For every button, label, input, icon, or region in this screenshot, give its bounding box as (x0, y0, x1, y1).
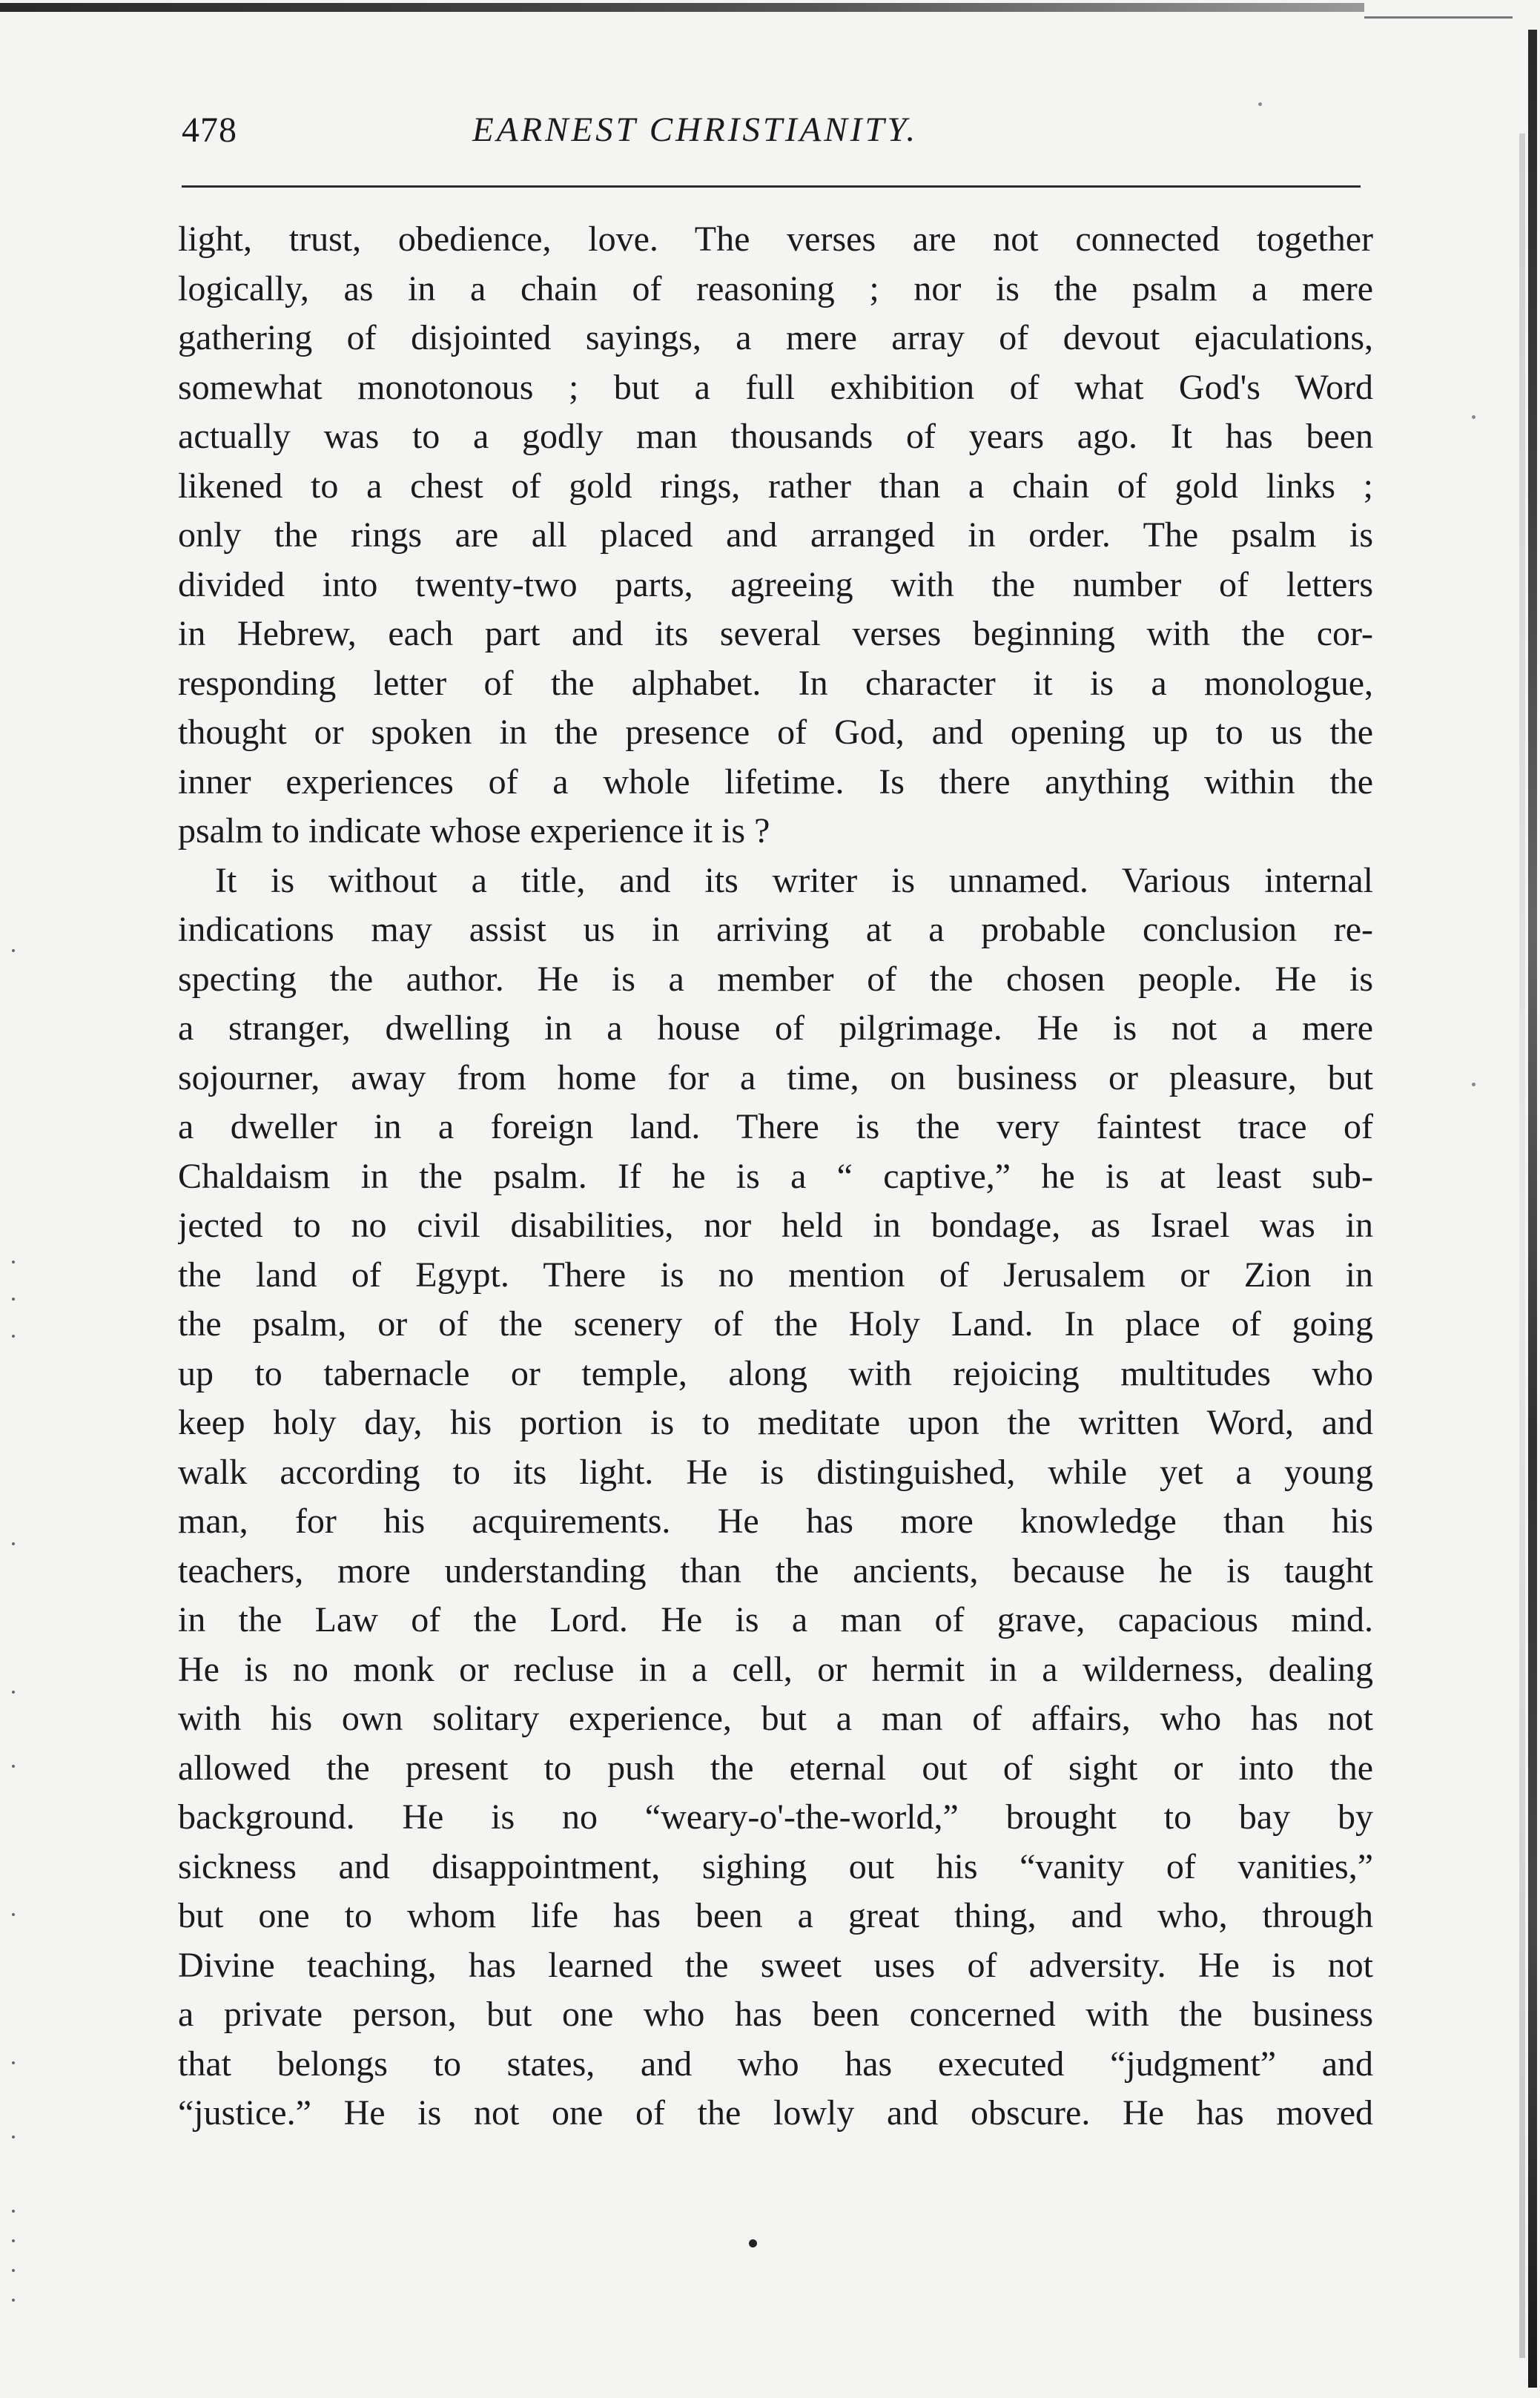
text-line: inner experiences of a whole lifetime. Is there anything within the (178, 762, 1373, 802)
text-line: jected to no civil disabilities, nor held in bondage, as Israel was in (178, 1206, 1373, 1245)
text-line: somewhat monotonous ; but a full exhibition of what God's Word (178, 367, 1373, 407)
text-line: He is no monk or recluse in a cell, or hermit in a wilderness, dealing (178, 1649, 1373, 1689)
text-line: up to tabernacle or temple, along with rejoicing multitudes who (178, 1353, 1373, 1393)
footer-ink-dot (749, 2239, 757, 2247)
page-right-edge (1528, 30, 1537, 2388)
text-line: a dweller in a foreign land. There is the very faintest trace of (178, 1107, 1373, 1146)
text-line: Chaldaism in the psalm. If he is a “ captive,” he is at least sub- (178, 1156, 1373, 1196)
text-line: specting the author. He is a member of the chosen people. He is (178, 959, 1373, 999)
left-margin-specks (6, 949, 21, 2358)
text-line: man, for his acquirements. He has more knowledge than his (178, 1502, 1373, 1541)
text-line: sojourner, away from home for a time, on business or pleasure, but (178, 1057, 1373, 1097)
text-line: allowed the present to push the eternal out of sight or into the (178, 1748, 1373, 1788)
text-line: responding letter of the alphabet. In character it is a monologue, (178, 663, 1373, 703)
text-line: in the Law of the Lord. He is a man of grave, capacious mind. (178, 1600, 1373, 1639)
text-line: with his own solitary experience, but a man of affairs, who has not (178, 1699, 1373, 1738)
text-line: but one to whom life has been a great thing, and who, through (178, 1896, 1373, 1935)
text-line: keep holy day, his portion is to meditate upon the written Word, and (178, 1403, 1373, 1442)
top-edge-rule (0, 3, 1364, 12)
ink-speck (1472, 1083, 1475, 1086)
text-line: only the rings are all placed and arranged in order. The psalm is (178, 515, 1373, 555)
text-line: likened to a chest of gold rings, rather than a chain of gold links ; (178, 466, 1373, 506)
ink-speck (1472, 415, 1475, 419)
text-line: divided into twenty-two parts, agreeing with the number of letters (178, 564, 1373, 604)
text-line: Divine teaching, has learned the sweet uses of adversity. He is not (178, 1945, 1373, 1985)
page-number: 478 (182, 110, 237, 150)
text-line: that belongs to states, and who has executed “judgment” and (178, 2044, 1373, 2084)
text-line: It is without a title, and its writer is unnamed. Various internal (215, 860, 1373, 900)
text-line: a private person, but one who has been concerned with the business (178, 1995, 1373, 2034)
text-line: background. He is no “weary-o'-the-world,” brought to bay by (178, 1797, 1373, 1837)
text-line: “justice.” He is not one of the lowly and obscure. He has moved (178, 2093, 1373, 2133)
running-title: EARNEST CHRISTIANITY. (472, 110, 919, 149)
text-line: psalm to indicate whose experience it is ? (178, 811, 770, 850)
text-line: in Hebrew, each part and its several verses beginning with the cor- (178, 614, 1373, 653)
text-line: the land of Egypt. There is no mention of Jerusalem or Zion in (178, 1255, 1373, 1295)
text-line: actually was to a godly man thousands of years ago. It has been (178, 417, 1373, 456)
top-edge-rule-thin (1364, 16, 1513, 19)
text-line: gathering of disjointed sayings, a mere array of devout ejaculations, (178, 318, 1373, 357)
body-text (178, 215, 1373, 2239)
text-line: the psalm, or of the scenery of the Holy Land. In place of going (178, 1304, 1373, 1344)
page-binding-shadow (1519, 133, 1525, 2358)
ink-speck (1258, 102, 1262, 106)
text-line: walk according to its light. He is distinguished, while yet a young (178, 1452, 1373, 1492)
text-line: teachers, more understanding than the ancients, because he is taught (178, 1550, 1373, 1591)
text-line: indications may assist us in arriving at a probable conclusion re- (178, 910, 1373, 949)
text-line: light, trust, obedience, love. The verses are not connected together (178, 219, 1373, 259)
text-line: logically, as in a chain of reasoning ; nor is the psalm a mere (178, 268, 1373, 308)
text-line: sickness and disappointment, sighing out his “vanity of vanities,” (178, 1846, 1373, 1886)
text-line: thought or spoken in the presence of God, and opening up to us the (178, 713, 1373, 752)
text-line: a stranger, dwelling in a house of pilgrimage. He is not a mere (178, 1008, 1373, 1048)
page-header (182, 110, 1361, 162)
header-rule (182, 185, 1361, 188)
